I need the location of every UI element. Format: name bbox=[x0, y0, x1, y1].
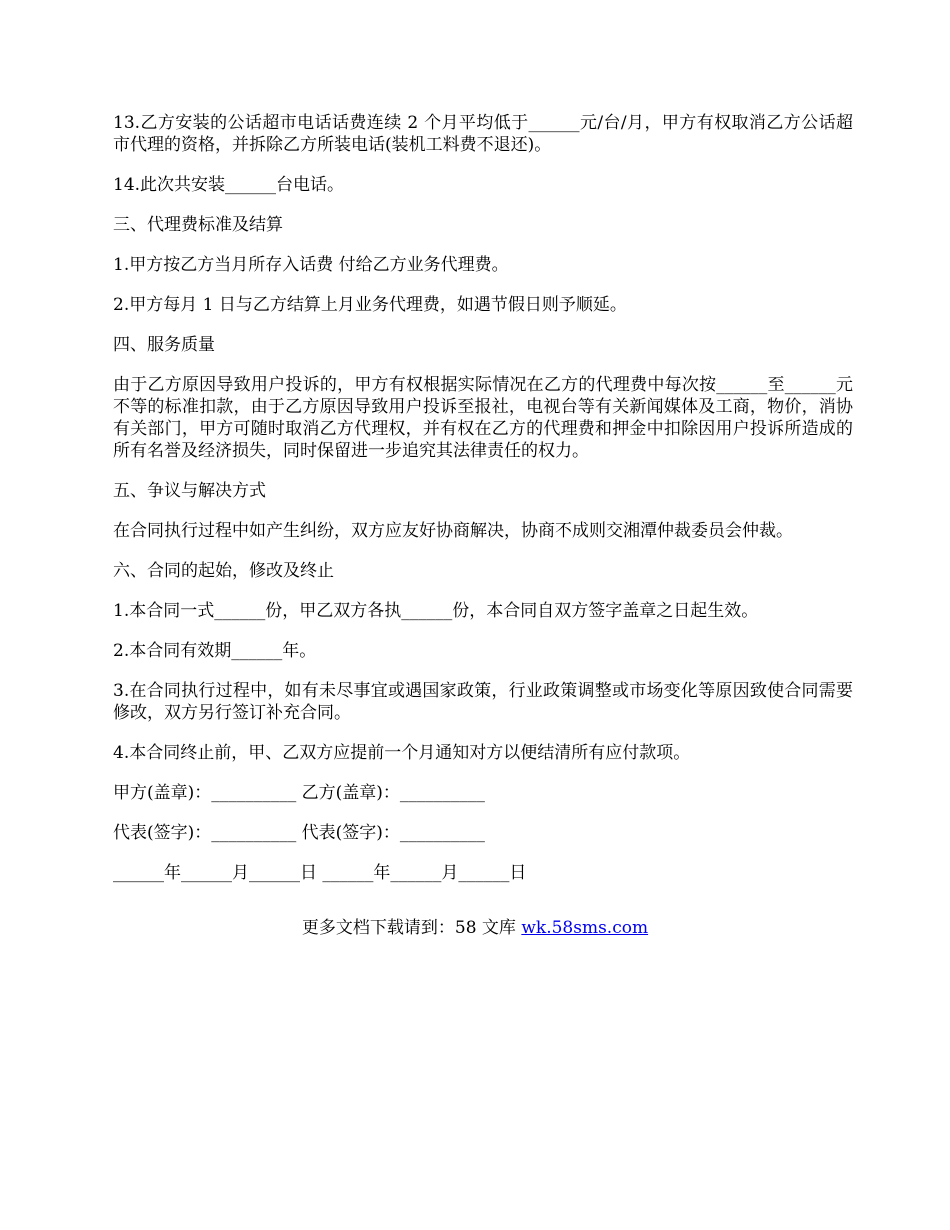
term-clause-1: 1.本合同一式______份，甲乙双方各执______份，本合同自双方签字盖章之日起生效。 bbox=[113, 601, 759, 621]
footer-link[interactable]: wk.58sms.com bbox=[521, 918, 649, 938]
section-heading-fee: 三、代理费标准及结算 bbox=[113, 215, 283, 235]
term-clause-3: 3.在合同执行过程中，如有未尽事宜或遇国家政策，行业政策调整或市场变化等原因致使合同需要修改，双方另行签订补充合同。 bbox=[113, 681, 853, 723]
signature-representative-line: 代表(签字)：__________ 代表(签字)：__________ bbox=[113, 823, 485, 843]
section-heading-dispute: 五、争议与解决方式 bbox=[113, 481, 266, 501]
signature-date-line: ______年______月______日 ______年______月______日 bbox=[113, 863, 527, 883]
dispute-clause: 在合同执行过程中如产生纠纷，双方应友好协商解决，协商不成则交湘潭仲裁委员会仲裁。 bbox=[113, 521, 793, 541]
term-clause-4: 4.本合同终止前，甲、乙双方应提前一个月通知对方以便结清所有应付款项。 bbox=[113, 743, 691, 763]
term-clause-2: 2.本合同有效期______年。 bbox=[113, 641, 317, 661]
clause-14: 14.此次共安装______台电话。 bbox=[113, 175, 345, 195]
footer bbox=[0, 917, 950, 939]
clause-13: 13.乙方安装的公话超市电话话费连续 2 个月平均低于______元/台/月，甲方有权取消乙方公话超市代理的资格，并拆除乙方所装电话(装机工料费不退还)。 bbox=[113, 113, 853, 155]
fee-clause-1: 1.甲方按乙方当月所存入话费 付给乙方业务代理费。 bbox=[113, 255, 509, 275]
fee-clause-2: 2.甲方每月 1 日与乙方结算上月业务代理费，如遇节假日则予顺延。 bbox=[113, 295, 627, 315]
quality-clause: 由于乙方原因导致用户投诉的，甲方有权根据实际情况在乙方的代理费中每次按______至______元不等的标准扣款，由于乙方原因导致用户投诉至报社，电视台等有关新闻媒体及工商，物价，消协有关部门，甲方可随时取消乙方代理权，并有权在乙方的代理费和押金中扣除因用户投诉所造成的所有名誉及经济损失，同时保留进一步追究其法律责任的权力。 bbox=[113, 375, 853, 461]
section-heading-term: 六、合同的起始，修改及终止 bbox=[113, 561, 334, 581]
footer-text: 更多文档下载请到：58 文库 bbox=[301, 918, 522, 938]
section-heading-quality: 四、服务质量 bbox=[113, 335, 215, 355]
signature-seal-line: 甲方(盖章)：__________ 乙方(盖章)：__________ bbox=[113, 783, 485, 803]
document-body bbox=[113, 112, 853, 902]
